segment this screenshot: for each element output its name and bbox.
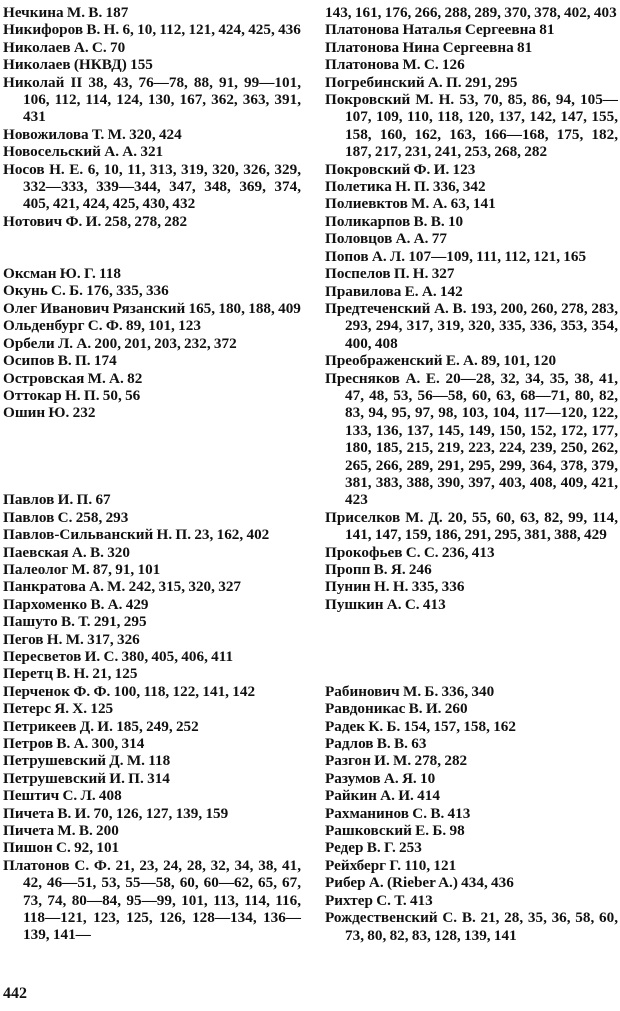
index-group-p-continued (325, 4, 618, 613)
index-entry: Платонова М. С. 126 (325, 56, 465, 74)
index-entry: Петров В. А. 300, 314 (3, 735, 145, 753)
index-entry: Перетц В. Н. 21, 125 (3, 665, 138, 683)
index-entry: Пресняков А. Е. 20—28, 32, 34, 35, 38, 41, 47, 48, 53, 56—58, 60, 63, 68—71, 80, 82, 83, 94, 95, 97, 98, 103, 104, 117—120, 122, 133, 136, 137, 145, 149, 150, 152, 172, 177, 180, 185, 215, 219, 223, 224, 239, 250, 262, 265, 266, 289, 291, 295, 299, 364, 378, 379, 381, 383, 388, 390, 397, 403, 408, 409, 421, 423 (325, 369, 618, 509)
index-entry: Петрушевский И. П. 314 (3, 769, 170, 787)
index-entry: Нечкина М. В. 187 (3, 4, 129, 21)
index-entry: Разгон И. М. 278, 282 (325, 752, 468, 770)
index-entry: Пичета М. В. 200 (3, 822, 119, 840)
index-entry: Пунин Н. Н. 335, 336 (325, 578, 465, 596)
index-entry: Пашуто В. Т. 291, 295 (3, 613, 147, 631)
index-entry: Осипов В. П. 174 (3, 352, 117, 370)
index-entry: Орбели Л. А. 200, 201, 203, 232, 372 (3, 334, 237, 352)
index-column-right (325, 4, 618, 944)
index-entry: Павлов С. 258, 293 (3, 508, 129, 526)
index-entry: 143, 161, 176, 266, 288, 289, 370, 378, 402, 403 (325, 4, 617, 21)
index-group-p (3, 491, 301, 944)
index-entry: Пишон С. 92, 101 (3, 839, 120, 857)
index-entry: Попов А. Л. 107—109, 111, 112, 121, 165 (325, 247, 587, 265)
index-entry: Полетика Н. П. 336, 342 (325, 178, 486, 196)
index-entry: Окунь С. Б. 176, 335, 336 (3, 282, 169, 300)
index-entry: Петрикеев Д. И. 185, 249, 252 (3, 717, 199, 735)
index-entry: Рождественский С. В. 21, 28, 35, 36, 58, 60, 73, 80, 82, 83, 128, 139, 141 (325, 909, 618, 944)
index-entry: Островская М. А. 82 (3, 369, 143, 387)
index-entry: Пропп В. Я. 246 (325, 561, 432, 578)
index-entry: Покровский Ф. И. 123 (325, 160, 476, 178)
index-entry: Полиевктов М. А. 63, 141 (325, 195, 496, 213)
index-entry: Николаев А. С. 70 (3, 38, 126, 56)
index-entry: Платонова Наталья Сергеевна 81 (325, 21, 555, 39)
index-entry: Рашковский Е. Б. 98 (325, 822, 465, 840)
index-entry: Редер В. Г. 253 (325, 839, 422, 857)
index-entry: Предтеченский А. В. 193, 200, 260, 278, 283, 293, 294, 317, 319, 320, 335, 336, 353, 354, 400, 408 (325, 299, 618, 352)
index-entry: Радек К. Б. 154, 157, 158, 162 (325, 717, 516, 735)
index-entry: Нотович Ф. И. 258, 278, 282 (3, 212, 188, 230)
index-entry: Радлов В. В. 63 (325, 735, 427, 753)
index-entry: Николаев (НКВД) 155 (3, 56, 153, 74)
group-gap (3, 230, 301, 265)
index-entry: Олег Иванович Рязанский 165, 180, 188, 409 (3, 299, 301, 317)
index-entry: Рибер А. (Rieber A.) 434, 436 (325, 874, 514, 892)
index-entry: Платонов С. Ф. 21, 23, 24, 28, 32, 34, 38, 41, 42, 46—51, 53, 55—58, 60, 60—62, 65, 67, 73, 74, 80—84, 95—99, 101, 113, 114, 116, 118—121, 123, 125, 126, 128—134, 136—139, 141— (3, 856, 301, 944)
index-entry: Пархоменко В. А. 429 (3, 595, 149, 613)
index-entry: Николай II 38, 43, 76—78, 88, 91, 99—101, 106, 112, 114, 124, 130, 167, 362, 363, 391, 431 (3, 73, 301, 126)
index-entry: Новосельский А. А. 321 (3, 143, 164, 161)
index-entry: Правилова Е. А. 142 (325, 282, 463, 300)
index-entry: Преображенский Е. А. 89, 101, 120 (325, 352, 557, 370)
group-gap (325, 613, 618, 683)
index-entry: Паевская А. В. 320 (3, 543, 130, 561)
index-entry: Палеолог М. 87, 91, 101 (3, 560, 161, 578)
index-entry: Покровский М. Н. 53, 70, 85, 86, 94, 105—107, 109, 110, 118, 120, 137, 142, 147, 155, 158, 160, 162, 163, 166—168, 175, 182, 187, 217, 231, 241, 253, 268, 282 (325, 91, 618, 161)
index-entry: Павлов-Сильванский Н. П. 23, 162, 402 (3, 526, 270, 544)
index-entry: Оттокар Н. П. 50, 56 (3, 386, 141, 404)
index-entry: Приселков М. Д. 20, 55, 60, 63, 82, 99, 114, 141, 147, 159, 186, 291, 295, 381, 388, 429 (325, 508, 618, 544)
index-entry: Пичета В. И. 70, 126, 127, 139, 159 (3, 804, 229, 822)
index-entry: Пештич С. Л. 408 (3, 787, 122, 805)
index-entry: Никифоров В. Н. 6, 10, 112, 121, 424, 425, 436 (3, 21, 301, 39)
index-entry: Поспелов П. Н. 327 (325, 265, 455, 283)
index-entry: Половцов А. А. 77 (325, 230, 447, 248)
index-group-o (3, 265, 301, 422)
index-entry: Петрушевский Д. М. 118 (3, 752, 171, 770)
index-entry: Погребинский А. П. 291, 295 (325, 73, 518, 91)
index-entry: Петерс Я. Х. 125 (3, 700, 114, 718)
index-entry: Ошин Ю. 232 (3, 404, 96, 422)
index-group-r (325, 683, 618, 944)
index-entry: Рейхберг Г. 110, 121 (325, 856, 457, 874)
index-entry: Рахманинов С. В. 413 (325, 804, 471, 822)
index-entry: Равдоникас В. И. 260 (325, 700, 468, 718)
index-entry: Носов Н. Е. 6, 10, 11, 313, 319, 320, 326, 329, 332—333, 339—344, 347, 348, 369, 374, 405, 421, 424, 425, 430, 432 (3, 160, 301, 213)
index-group-n (3, 4, 301, 230)
index-entry: Рабинович М. Б. 336, 340 (325, 682, 495, 700)
group-gap (3, 422, 301, 492)
index-entry: Разумов А. Я. 10 (325, 769, 436, 787)
index-column-left (3, 4, 301, 944)
index-entry: Рихтер С. Т. 413 (325, 891, 433, 909)
index-entry: Оксман Ю. Г. 118 (3, 265, 121, 283)
index-entry: Райкин А. И. 414 (325, 787, 440, 805)
index-entry: Пушкин А. С. 413 (325, 595, 446, 613)
index-entry: Пересветов И. С. 380, 405, 406, 411 (3, 647, 234, 665)
index-entry: Павлов И. П. 67 (3, 491, 111, 509)
index-entry: Прокофьев С. С. 236, 413 (325, 543, 495, 561)
index-entry: Платонова Нина Сергеевна 81 (325, 38, 533, 56)
index-entry: Новожилова Т. М. 320, 424 (3, 125, 182, 143)
index-entry: Ольденбург С. Ф. 89, 101, 123 (3, 317, 201, 335)
index-entry: Поликарпов В. В. 10 (325, 212, 464, 230)
index-entry: Перченок Ф. Ф. 100, 118, 122, 141, 142 (3, 682, 256, 700)
page-number: 442 (3, 985, 27, 1002)
index-entry: Пегов Н. М. 317, 326 (3, 630, 140, 648)
index-entry: Панкратова А. М. 242, 315, 320, 327 (3, 578, 242, 596)
